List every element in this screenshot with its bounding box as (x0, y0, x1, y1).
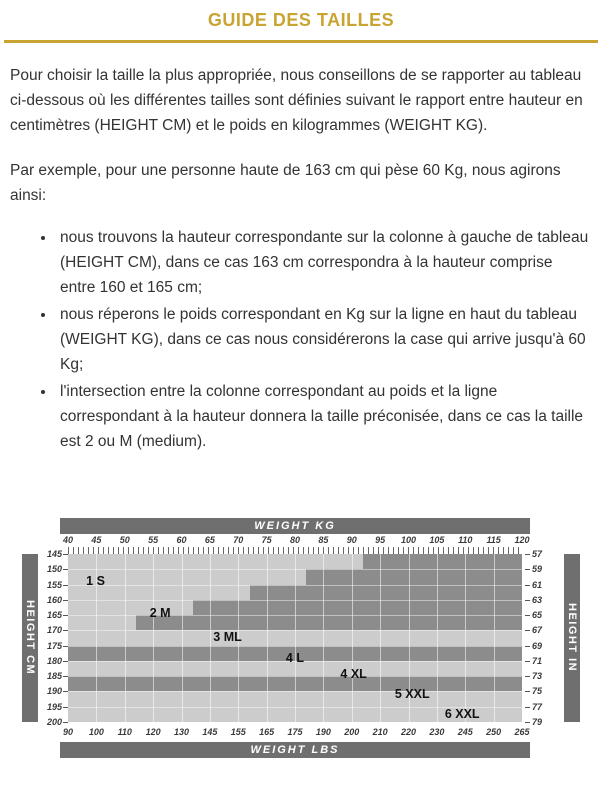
axis-tick-label: 45 (91, 535, 102, 545)
instruction-list (10, 225, 592, 455)
axis-tick-label: 40 (62, 535, 74, 545)
size-label: 1 S (86, 574, 105, 589)
axis-tick-label: 115 (486, 535, 501, 545)
axis-tick-label: 190 (46, 686, 62, 697)
size-label: 2 M (149, 606, 171, 621)
axis-tick-label: 69 (532, 640, 543, 651)
axis-tick-mark (63, 585, 68, 586)
grid-line-horizontal (68, 676, 522, 677)
axis-tick-label: 57 (532, 549, 543, 559)
axis-tick-mark (63, 707, 68, 708)
grid-line-vertical (210, 554, 211, 722)
grid-line-vertical (465, 554, 466, 722)
axis-tick-mark (525, 615, 530, 616)
axis-tick-mark (63, 600, 68, 601)
axis-tick-mark (525, 661, 530, 662)
axis-tick-label: 110 (458, 535, 473, 545)
axis-tick-label: 79 (532, 717, 543, 727)
axis-tick-label: 165 (259, 727, 275, 737)
axis-tick-label: 73 (532, 671, 543, 682)
size-chart-canvas (0, 508, 602, 770)
grid-line-horizontal (68, 600, 522, 601)
size-step (68, 554, 136, 630)
grid-line-horizontal (68, 615, 522, 616)
example-paragraph: Par exemple, pour une personne haute de 163 cm qui pèse 60 Kg, nous agirons ainsi: (10, 162, 561, 205)
axis-tick-mark (525, 707, 530, 708)
axis-tick-mark (63, 554, 68, 555)
axis-tick-label: 75 (532, 686, 543, 697)
axis-tick-label: 77 (532, 701, 543, 712)
axis-tick-mark (63, 722, 68, 723)
intro-paragraph: Pour choisir la taille la plus appropriée, nous conseillons de se rapporter au tableau ci-dessous où les différentes tailles sont définies suivant le rapport entre hauteur en centimètres (HEIGHT CM) et le poids en kilogrammes (WEIGHT KG). (10, 67, 583, 135)
axis-tick-label: 70 (233, 535, 244, 545)
axis-tick-label: 59 (532, 564, 543, 575)
axis-tick-mark (63, 646, 68, 647)
axis-tick-label: 120 (145, 727, 161, 737)
size-label: 4 XL (340, 666, 367, 681)
axis-tick-mark (525, 691, 530, 692)
height-in-axis-title: HEIGHT IN (564, 554, 580, 722)
size-step (193, 554, 250, 600)
axis-tick-label: 220 (400, 727, 417, 737)
axis-tick-mark (63, 661, 68, 662)
axis-tick-label: 95 (375, 535, 386, 545)
axis-tick-mark (63, 569, 68, 570)
axis-tick-mark (525, 630, 530, 631)
axis-tick-label: 190 (315, 727, 331, 737)
axis-tick-label: 145 (46, 549, 62, 559)
axis-tick-mark (525, 600, 530, 601)
axis-tick-label: 100 (88, 727, 104, 737)
size-step (306, 554, 363, 569)
axis-tick-label: 90 (346, 535, 357, 545)
axis-tick-label: 155 (230, 727, 246, 737)
list-item: • nous trouvons la hauteur correspondante sur la colonne à gauche de tableau (HEIGHT CM), dans ce cas 163 cm correspondra à la hauteur comprise entre 160 et 165 cm; (56, 225, 592, 300)
grid-line-horizontal (68, 630, 522, 631)
axis-tick-label: 85 (318, 535, 329, 545)
axis-tick-label: 170 (46, 625, 62, 636)
axis-tick-label: 105 (429, 535, 445, 545)
axis-tick-mark (525, 585, 530, 586)
axis-tick-label: 71 (532, 655, 543, 666)
axis-tick-label: 210 (372, 727, 388, 737)
axis-tick-label: 175 (287, 727, 303, 737)
axis-tick-mark (525, 569, 530, 570)
axis-tick-mark (525, 646, 530, 647)
weight-kg-axis-title: WEIGHT KG (60, 518, 530, 534)
axis-tick-mark (63, 615, 68, 616)
axis-tick-mark (63, 691, 68, 692)
axis-tick-label: 130 (173, 727, 190, 737)
grid-line-vertical (323, 554, 324, 722)
axis-tick-label: 65 (532, 610, 543, 621)
axis-tick-label: 200 (344, 727, 360, 737)
axis-tick-label: 90 (62, 727, 74, 737)
size-label: 4 L (285, 651, 304, 666)
size-grid (68, 554, 522, 722)
axis-tick-mark (525, 722, 530, 723)
axis-tick-label: 55 (148, 535, 159, 545)
grid-line-vertical (295, 554, 296, 722)
grid-line-horizontal (68, 691, 522, 692)
grid-line-vertical (267, 554, 268, 722)
title-divider (4, 40, 598, 43)
grid-line-vertical (153, 554, 154, 722)
axis-tick-label: 110 (117, 727, 132, 737)
list-item: • nous réperons le poids correspondant en Kg sur la ligne en haut du tableau (WEIGHT KG), dans ce cas nous considérerons la case qui arrive jusqu'à 60 Kg; (56, 302, 592, 377)
axis-tick-label: 200 (46, 717, 62, 727)
page-title: GUIDE DES TAILLES (207, 10, 395, 30)
axis-tick-mark (525, 554, 530, 555)
axis-tick-label: 180 (46, 655, 62, 666)
axis-tick-label: 230 (429, 727, 445, 737)
grid-line-horizontal (68, 569, 522, 570)
axis-tick-label: 195 (46, 701, 62, 712)
axis-tick-label: 165 (46, 610, 62, 621)
axis-tick-label: 67 (532, 625, 543, 636)
height-cm-axis-title: HEIGHT CM (22, 554, 38, 722)
axis-tick-label: 120 (514, 535, 530, 545)
axis-tick-mark (525, 676, 530, 677)
axis-tick-label: 80 (289, 535, 301, 545)
axis-tick-mark (63, 676, 68, 677)
axis-tick-label: 61 (532, 579, 543, 590)
grid-line-vertical (380, 554, 381, 722)
axis-tick-label: 175 (46, 640, 62, 651)
axis-tick-label: 50 (119, 535, 130, 545)
grid-line-horizontal (68, 585, 522, 586)
size-chart (0, 508, 602, 770)
axis-tick-label: 63 (532, 594, 543, 605)
axis-tick-label: 65 (204, 535, 215, 545)
axis-tick-label: 185 (46, 671, 62, 682)
axis-tick-label: 245 (457, 727, 473, 737)
list-item: • l'intersection entre la colonne correspondant au poids et la ligne correspondant à la hauteur donnera la taille préconisée, dans ce cas la taille est 2 ou M (medium). (56, 379, 592, 454)
grid-line-vertical (182, 554, 183, 722)
axis-tick-label: 145 (202, 727, 218, 737)
axis-tick-mark (63, 630, 68, 631)
axis-tick-label: 155 (46, 579, 62, 590)
grid-line-vertical (437, 554, 438, 722)
grid-line-vertical (494, 554, 495, 722)
axis-tick-label: 160 (46, 594, 62, 605)
size-label: 5 XXL (394, 686, 430, 701)
grid-line-vertical (352, 554, 353, 722)
axis-tick-label: 265 (514, 727, 530, 737)
size-label: 6 XXL (444, 706, 480, 721)
grid-line-vertical (125, 554, 126, 722)
grid-line-horizontal (68, 646, 522, 647)
axis-tick-label: 60 (176, 535, 187, 545)
axis-tick-label: 150 (46, 564, 62, 575)
axis-tick-label: 75 (261, 535, 272, 545)
weight-lbs-axis-title: WEIGHT LBS (60, 742, 530, 758)
axis-tick-label: 100 (400, 535, 417, 545)
body-copy (0, 63, 602, 455)
axis-tick-label: 250 (486, 727, 502, 737)
size-label: 3 ML (213, 629, 242, 644)
